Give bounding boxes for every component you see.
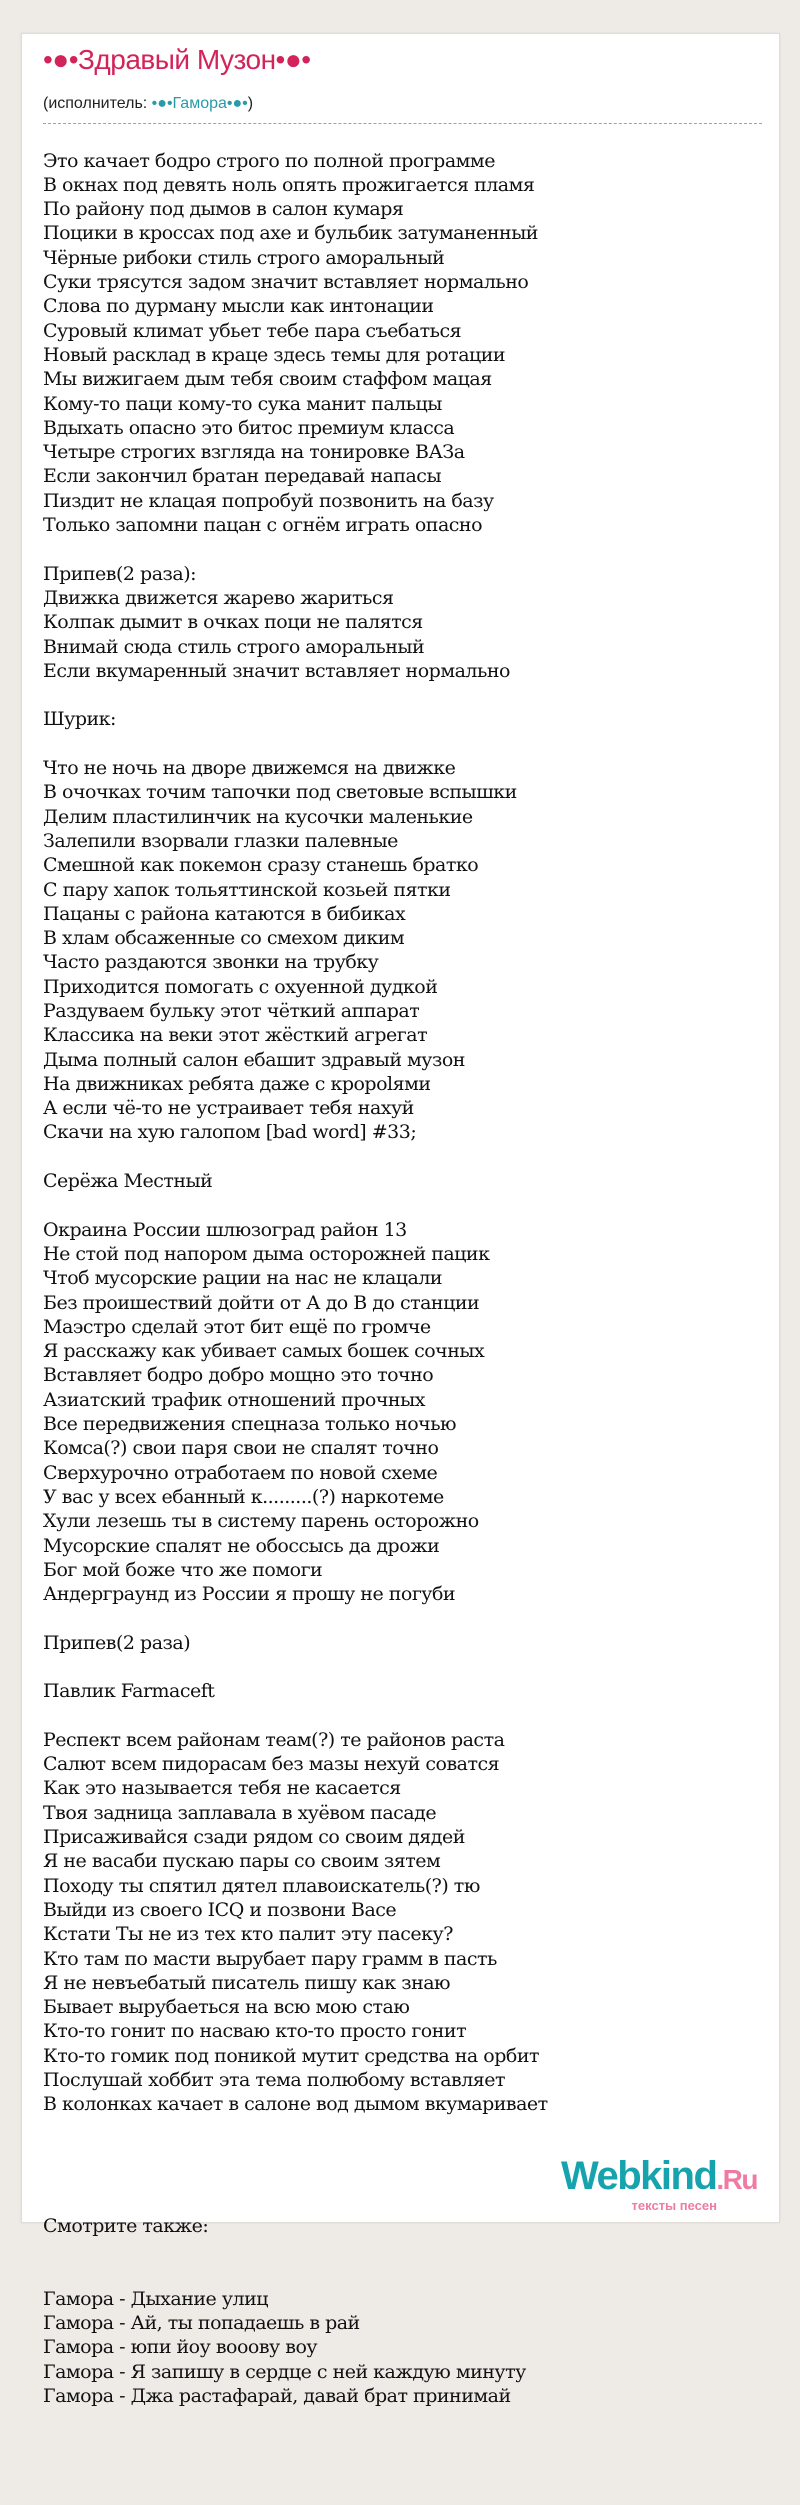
lyric-line: У вас у всех ебанный к.........(?) наркотеме (43, 1485, 444, 1508)
lyric-line: Кстати Ты не из тех кто палит эту пасеку? (43, 1923, 453, 1946)
blank-line (43, 537, 548, 561)
artist-suffix: ) (247, 95, 254, 112)
lyric-line: В очочках точим тапочки под световые вспышки (43, 781, 517, 804)
artist-prefix: (исполнитель: (43, 95, 152, 112)
lyric-line: Сверхурочно отработаем по новой схеме (43, 1461, 438, 1484)
lyric-line: Новый расклад в краце здесь темы для ротации (43, 343, 506, 366)
lyric-line: Внимай сюда стиль строго аморальный (43, 635, 425, 658)
lyrics-text (43, 100, 548, 2505)
blank-line (43, 1655, 548, 1679)
blank-line (43, 683, 548, 707)
lyric-line: В хлам обсаженные со смехом диким (43, 927, 405, 950)
lyric-line: Азиатский трафик отношений прочных (43, 1388, 425, 1411)
lyric-line: Кому-то паци кому-то сука манит пальцы (43, 392, 442, 415)
lyric-line: Кто там по масти вырубает пару грамм в пасть (43, 1947, 497, 1970)
lyric-line: С пару хапок тольяттинской козьей пятки (43, 878, 451, 901)
blank-line (43, 1704, 548, 1728)
lyric-line: Павлик Farmaceft (43, 1680, 215, 1703)
lyric-line: Только запомни пацан с огнём играть опасно (43, 514, 483, 537)
lyric-line: Вставляет бодро добро мощно это точно (43, 1364, 434, 1387)
song-title: •●•Здравый Музон•●• (43, 44, 311, 75)
lyric-line: Бывает вырубаеться на всю мою стаю (43, 1996, 410, 2019)
lyric-line: Послушай хоббит эта тема полюбому вставляет (43, 2069, 506, 2092)
lyric-line: Маэстро сделай этот бит ещё по громче (43, 1315, 431, 1338)
see-also-link[interactable]: Гамора - юпи йоу вооову воу (43, 2336, 318, 2359)
blank-line (43, 732, 548, 756)
lyric-line: Не стой под напором дыма осторожней пацик (43, 1242, 490, 1265)
see-also-section (43, 2165, 548, 2457)
lyric-line: Если вкумаренный значит вставляет нормально (43, 659, 510, 682)
lyric-line: Что не ночь на дворе движемся на движке (43, 757, 456, 780)
lyric-line: Шурик: (43, 708, 116, 731)
lyric-line: На движниках ребята даже с кроpolями (43, 1072, 431, 1095)
lyric-line: Выйди из своего ICQ и позвони Васе (43, 1898, 397, 1921)
lyric-line: Чёрные рибоки стиль строго аморальный (43, 246, 445, 269)
lyric-line: По району под дымов в салон кумаря (43, 198, 404, 221)
artist-link[interactable]: •●•Гамора•●• (151, 95, 248, 112)
see-also-label: Смотрите также: (43, 2214, 209, 2237)
lyric-line: Салют всем пидорасам без мазы нехуй соватся (43, 1753, 500, 1776)
lyric-line: Если закончил братан передавай напасы (43, 465, 442, 488)
lyric-line: Я расскажу как убивает самых бошек сочных (43, 1340, 485, 1363)
lyric-line: А если чё-то не устраивает тебя нахуй (43, 1097, 414, 1120)
lyric-line: Движка движется жарево жариться (43, 586, 394, 609)
lyric-line: Кто-то гонит по насваю кто-то просто гонит (43, 2020, 467, 2043)
lyric-line: Слова по дурману мысли как интонации (43, 295, 434, 318)
lyric-line: Чтоб мусорские рации на нас не клацали (43, 1267, 443, 1290)
logo-tagline: тексты песен (631, 2198, 717, 2213)
lyric-line: Смешной как покемон сразу станешь братко (43, 854, 479, 877)
lyric-line: Походу ты спятил дятел плавоискатель(?) тю (43, 1874, 480, 1897)
lyric-line: Я не невъебатый писатель пишу как знаю (43, 1971, 451, 1994)
logo-tld: .Ru (716, 2164, 757, 2195)
lyric-line: Припев(2 раза) (43, 1631, 191, 1654)
lyric-line: Окраина России шлюзоград район 13 (43, 1218, 407, 1241)
lyric-line: Скачи на хую галопом [bad word] #33; (43, 1121, 417, 1144)
lyric-line: Респект всем районам теам(?) те районов раста (43, 1728, 505, 1751)
lyric-line: Раздуваем бульку этот чёткий аппарат (43, 999, 420, 1022)
lyric-line: Мы вижигаем дым тебя своим стаффом мацая (43, 368, 492, 391)
lyric-line: Серёжа Местный (43, 1170, 213, 1193)
lyric-line: Присаживайся сзади рядом со своим дядей (43, 1826, 465, 1849)
lyric-line: Кто-то гомик под поникой мутит средства на орбит (43, 2044, 539, 2067)
lyric-line: Суки трясутся задом значит вставляет нормально (43, 271, 529, 294)
lyric-line: Андерграунд из России я прошу не погуби (43, 1583, 456, 1606)
lyric-lines (43, 149, 548, 2117)
lyric-line: Я не васаби пускаю пары со своим зятем (43, 1850, 441, 1873)
see-also-link[interactable]: Гамора - Джа растафарай, давай брат принимай (43, 2384, 511, 2407)
lyric-line: Без проишествий дойти от А до В до станции (43, 1291, 480, 1314)
lyric-line: Дыма полный салон ебашит здравый музон (43, 1048, 465, 1071)
lyric-line: Комса(?) свои паря свои не спалят точно (43, 1437, 439, 1460)
see-also-links (43, 2287, 548, 2408)
lyric-line: Суровый климат убьет тебе пара съебаться (43, 319, 462, 342)
lyric-line: Часто раздаются звонки на трубку (43, 951, 379, 974)
blank-line (43, 1145, 548, 1169)
lyric-line: Как это называется тебя не касается (43, 1777, 401, 1800)
blank-line (43, 1606, 548, 1630)
lyric-line: Делим пластилинчик на кусочки маленькие (43, 805, 473, 828)
lyric-line: Пацаны с района катаются в бибиках (43, 902, 406, 925)
lyric-line: Четыре строгих взгляда на тонировке ВАЗа (43, 441, 465, 464)
logo-main: Webkind (560, 2154, 717, 2198)
lyric-line: Все передвижения спецназа только ночью (43, 1413, 457, 1436)
lyric-line: Поцики в кроссах под ахе и бульбик затуманенный (43, 222, 538, 245)
lyric-line: Припев(2 раза): (43, 562, 197, 585)
lyrics-card (21, 33, 780, 2407)
lyric-line: Классика на веки этот жёсткий агрегат (43, 1024, 428, 1047)
blank-line (43, 1193, 548, 1217)
webkind-logo[interactable] (561, 2156, 757, 2212)
lyric-line: В окнах под девять ноль опять прожигается пламя (43, 173, 535, 196)
lyric-line: Мусорские спалят не обоссысь да дрожи (43, 1534, 440, 1557)
lyric-line: Это качает бодро строго по полной программе (43, 149, 495, 172)
lyric-line: Бог мой боже что же помоги (43, 1558, 323, 1581)
lyric-line: Приходится помогать с охуенной дудкой (43, 975, 438, 998)
lyric-line: Хули лезешь ты в систему парень осторожно (43, 1510, 479, 1533)
lyric-line: Пиздит не клацая попробуй позвонить на базу (43, 489, 494, 512)
see-also-link[interactable]: Гамора - Дыхание улиц (43, 2287, 268, 2310)
lyric-line: Колпак дымит в очках поци не палятся (43, 611, 423, 634)
lyric-line: Твоя задница заплавала в хуёвом пасаде (43, 1801, 437, 1824)
lyric-line: Вдыхать опасно это битос премиум класса (43, 416, 455, 439)
see-also-link[interactable]: Гамора - Я запишу в сердце с ней каждую минуту (43, 2360, 526, 2383)
see-also-link[interactable]: Гамора - Ай, ты попадаешь в рай (43, 2312, 360, 2335)
lyric-line: Залепили взорвали глазки палевные (43, 829, 398, 852)
lyric-line: В колонках качает в салоне вод дымом вкумаривает (43, 2093, 548, 2116)
